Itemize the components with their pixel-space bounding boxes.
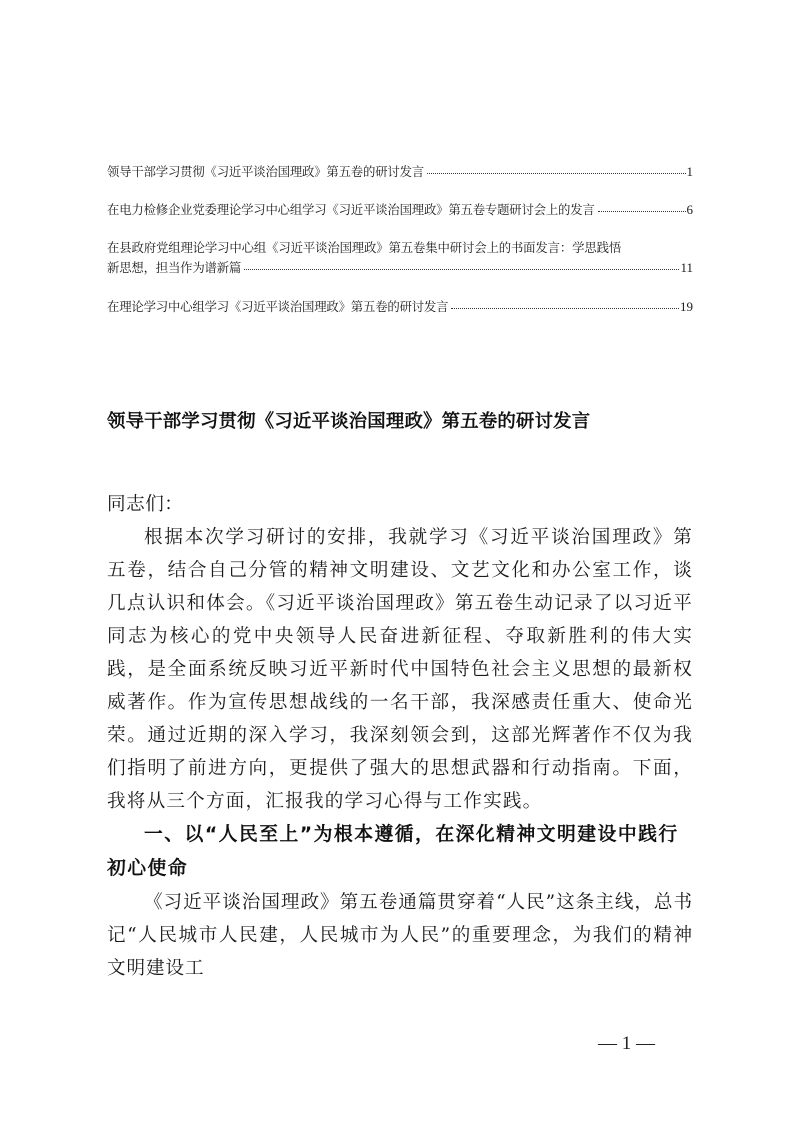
toc-entry[interactable] — [107, 238, 693, 278]
toc-entry[interactable] — [107, 297, 693, 317]
toc-dot-leader — [598, 202, 686, 214]
salutation: 同志们： — [107, 494, 184, 515]
toc-entry-title-line1: 在县政府党组理论学习中心组《习近平谈治国理政》第五卷集中研讨会上的书面发言：学思践悟 — [107, 240, 622, 255]
toc-entry[interactable] — [107, 200, 693, 220]
toc-dot-leader — [451, 299, 679, 311]
toc-dot-leader — [244, 260, 679, 272]
toc-entry-title: 在理论学习中心组学习《习近平谈治国理政》第五卷的研讨发言 — [107, 299, 449, 314]
toc-dot-leader — [427, 164, 686, 176]
toc-entry-page: 11 — [680, 260, 693, 275]
section-paragraph: 《习近平谈治国理政》第五卷通篇贯穿着“人民”这条主线，总书记“人民城市人民建，人民城市为人民”的重要理念，为我们的精神文明建设工 — [107, 892, 693, 979]
table-of-contents — [107, 162, 693, 334]
toc-entry-page: 6 — [686, 202, 693, 217]
section-heading: 一、以“人民至上”为根本遵循，在深化精神文明建设中践行初心使命 — [107, 824, 679, 879]
page-number: — 1 — — [598, 1033, 655, 1054]
article-body — [107, 488, 693, 985]
toc-entry-page: 19 — [680, 299, 693, 314]
toc-entry-title: 领导干部学习贯彻《习近平谈治国理政》第五卷的研讨发言 — [107, 164, 424, 179]
intro-paragraph: 根据本次学习研讨的安排，我就学习《习近平谈治国理政》第五卷，结合自己分管的精神文明建设、文艺文化和办公室工作，谈几点认识和体会。《习近平谈治国理政》第五卷生动记录了以习近平同志为核心的党中央领导人民奋进新征程、夺取新胜利的伟大实践，是全面系统反映习近平新时代中国特色社会主义思想的最新权威著作。作为宣传思想战线的一名干部，我深感责任重大、使命光荣。通过近期的深入学习，我深刻领会到，这部光辉著作不仅为我们指明了前进方向，更提供了强大的思想武器和行动指南。下面，我将从三个方面，汇报我的学习心得与工作实践。 — [107, 527, 693, 812]
toc-entry-page: 1 — [686, 164, 693, 179]
toc-entry-title: 在电力检修企业党委理论学习中心组学习《习近平谈治国理政》第五卷专题研讨会上的发言 — [107, 202, 595, 217]
toc-entry[interactable] — [107, 162, 693, 182]
article-title: 领导干部学习贯彻《习近平谈治国理政》第五卷的研讨发言 — [107, 411, 591, 433]
toc-entry-title-line2: 新思想，担当作为谱新篇 — [107, 260, 242, 275]
